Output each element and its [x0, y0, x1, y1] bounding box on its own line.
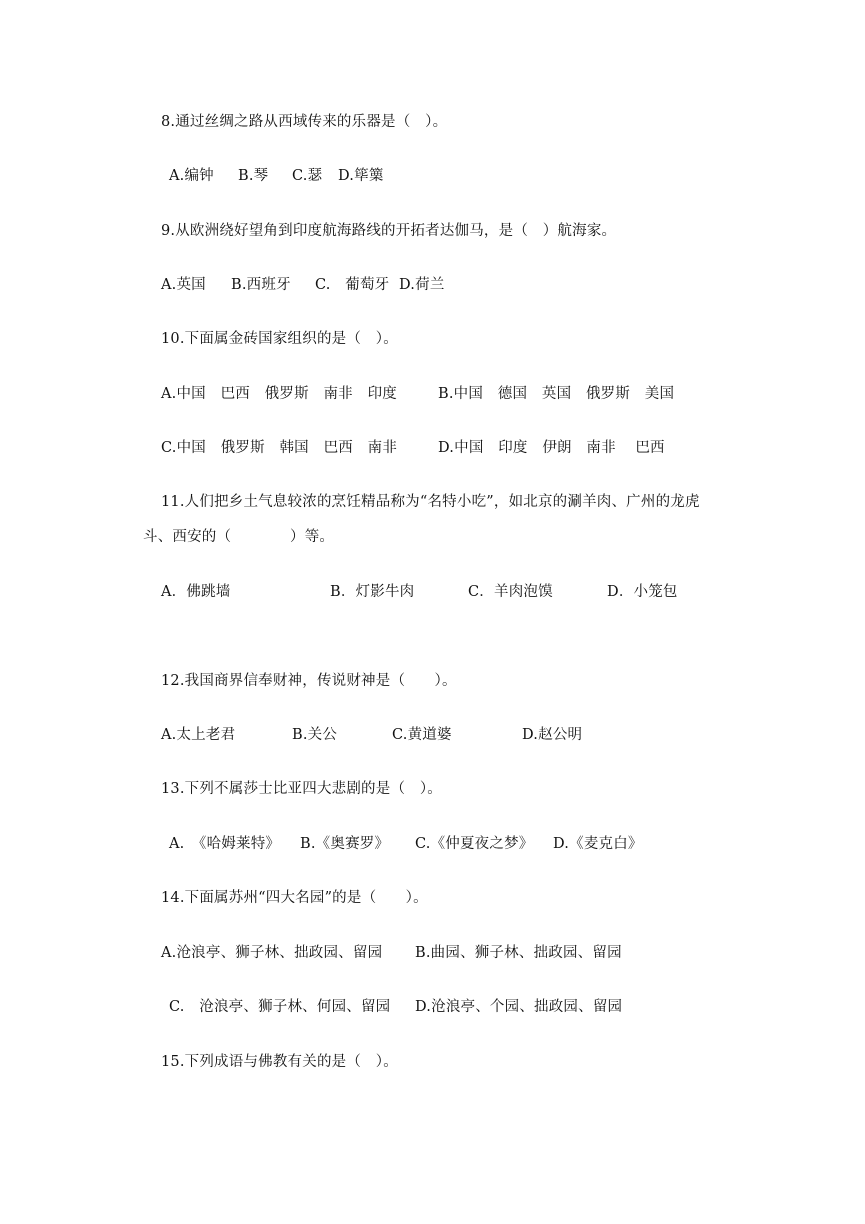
question-13-option-a: A. 《哈姆莱特》 [169, 836, 281, 852]
question-10-option-a: A.中国 巴西 俄罗斯 南非 印度 [161, 386, 397, 402]
question-13-option-c: C.《仲夏夜之梦》 [415, 836, 534, 852]
question-12-option-a: A.太上老君 [161, 727, 236, 743]
question-12-options [0, 725, 865, 745]
question-13-options [0, 834, 865, 854]
question-10-option-b: B.中国 德国 英国 俄罗斯 美国 [438, 386, 675, 402]
question-11-option-d: D．小笼包 [607, 584, 678, 600]
question-11-options [0, 582, 865, 602]
question-9-stem: 9.从欧洲绕好望角到印度航海路线的开拓者达伽马，是（ ）航海家。 [161, 223, 617, 239]
question-8-stem: 8.通过丝绸之路从西域传来的乐器是（ ）。 [161, 114, 448, 130]
question-14-option-b: B.曲园、狮子林、拙政园、留园 [415, 945, 622, 961]
question-14-options-row1 [0, 943, 865, 963]
question-13-stem: 13.下列不属莎士比亚四大悲剧的是（ ）。 [161, 781, 443, 797]
question-11-stem-line2: 斗、西安的（ ）等。 [143, 529, 335, 545]
question-10-stem: 10.下面属金砖国家组织的是（ ）。 [161, 331, 398, 347]
question-11-stem-line1: 11.人们把乡土气息较浓的烹饪精品称为“名特小吃”，如北京的涮羊肉、广州的龙虎 [161, 494, 700, 510]
question-14-stem: 14.下面属苏州“四大名园”的是（ ）。 [161, 890, 428, 906]
question-10-options-row1 [0, 384, 865, 404]
question-12-option-d: D.赵公明 [522, 727, 583, 743]
question-8-option-d: D.筚篥 [338, 168, 384, 184]
question-10-option-d: D.中国 印度 伊朗 南非 巴西 [438, 440, 665, 456]
question-8-option-b: B.琴 [238, 168, 269, 184]
question-13-option-d: D.《麦克白》 [553, 836, 643, 852]
question-11-option-c: C．羊肉泡馍 [468, 584, 553, 600]
question-12-stem: 12.我国商界信奉财神，传说财神是（ ）。 [161, 673, 457, 689]
question-8-option-a: A.编钟 [169, 168, 214, 184]
question-10-options-row2 [0, 438, 865, 458]
question-13-option-b: B.《奥赛罗》 [300, 836, 390, 852]
question-14-option-a: A.沧浪亭、狮子林、拙政园、留园 [161, 945, 383, 961]
question-8-option-c: C.瑟 [292, 168, 323, 184]
question-15-stem: 15.下列成语与佛教有关的是（ ）。 [161, 1054, 398, 1070]
question-9-options [0, 275, 865, 295]
question-12-option-b: B.关公 [292, 727, 338, 743]
question-14-options-row2 [0, 997, 865, 1017]
question-14-option-d: D.沧浪亭、个园、拙政园、留园 [415, 999, 623, 1015]
question-9-option-c: C. 葡萄牙 [315, 277, 390, 293]
question-9-option-b: B.西班牙 [231, 277, 291, 293]
question-14-option-c: C. 沧浪亭、狮子林、何园、留园 [169, 999, 391, 1015]
question-8-options [0, 166, 865, 186]
question-9-option-d: D.荷兰 [399, 277, 445, 293]
question-9-option-a: A.英国 [161, 277, 206, 293]
question-11-option-b: B．灯影牛肉 [330, 584, 415, 600]
question-12-option-c: C.黄道婆 [392, 727, 452, 743]
question-10-option-c: C.中国 俄罗斯 韩国 巴西 南非 [161, 440, 398, 456]
question-11-option-a: A．佛跳墙 [161, 584, 231, 600]
